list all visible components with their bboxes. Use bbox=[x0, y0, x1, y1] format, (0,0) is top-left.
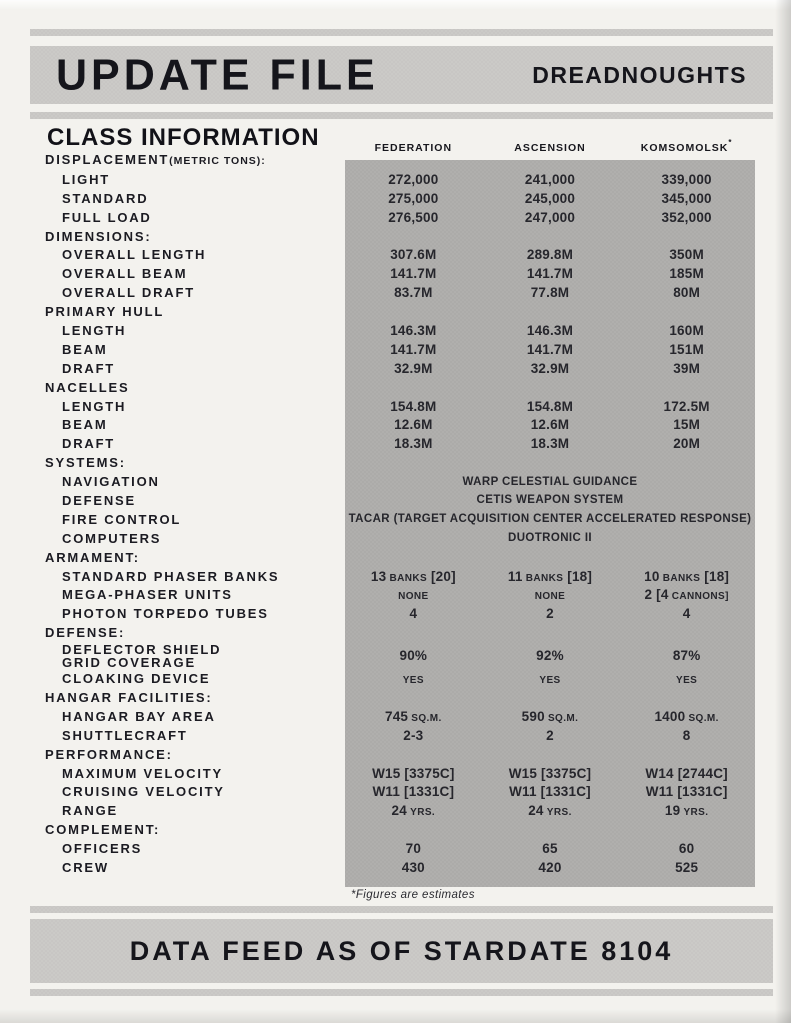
value-cell: 146.3M bbox=[390, 322, 437, 338]
row-label: SHUTTLECRAFT bbox=[62, 727, 188, 743]
value-cell: 241,000 bbox=[524, 171, 576, 187]
value-cell: 20M bbox=[673, 436, 701, 452]
value-cell: 77.8M bbox=[530, 285, 570, 301]
row-values bbox=[345, 709, 755, 724]
footer-divider-bottom bbox=[30, 989, 773, 996]
value-cell: 525 bbox=[675, 860, 699, 875]
value-cell: 18.3M bbox=[530, 436, 570, 452]
value-cell: 1400 SQ.M. bbox=[654, 708, 719, 724]
row-label: STANDARD bbox=[62, 190, 149, 206]
page-title: UPDATE FILE bbox=[56, 50, 379, 99]
row-label: RANGE bbox=[62, 803, 118, 819]
footer-bar bbox=[30, 919, 773, 983]
value-cell: W11 [1331C] bbox=[645, 784, 728, 800]
row-label: BEAM bbox=[62, 341, 108, 357]
value-cell: W14 [2744C] bbox=[645, 765, 728, 781]
spec-row bbox=[45, 669, 755, 688]
row-label: CRUISING VELOCITY bbox=[62, 784, 225, 800]
value-cell: 2 bbox=[546, 727, 554, 743]
row-label: HANGAR BAY AREA bbox=[62, 708, 216, 724]
spec-row bbox=[45, 321, 755, 340]
value-cell: 154.8M bbox=[390, 398, 437, 414]
value-cell: 92% bbox=[536, 648, 564, 664]
value-cell: 590 SQ.M. bbox=[521, 708, 579, 724]
row-label: DEFENSE bbox=[62, 492, 137, 508]
row-label: NAVIGATION bbox=[62, 474, 160, 490]
spec-row bbox=[45, 726, 755, 745]
spec-row bbox=[45, 189, 755, 208]
value-cell: 185M bbox=[669, 266, 704, 282]
spec-rows bbox=[45, 151, 755, 877]
spec-row bbox=[45, 585, 755, 604]
row-label: PERFORMANCE: bbox=[45, 746, 173, 762]
row-values bbox=[345, 342, 755, 357]
value-cell: 10 BANKS [18] bbox=[644, 568, 730, 584]
value-cell: YES bbox=[539, 675, 561, 687]
value-cell: 4 bbox=[682, 606, 691, 622]
value-cell: 60 bbox=[678, 841, 695, 857]
value-cell: 19 YRS. bbox=[664, 803, 709, 819]
row-values bbox=[345, 436, 755, 451]
spec-row bbox=[45, 264, 755, 283]
row-values bbox=[345, 399, 755, 414]
value-cell: 11 BANKS [18] bbox=[507, 568, 593, 584]
value-cell: 352,000 bbox=[661, 209, 712, 225]
value-cell: 83.7M bbox=[394, 285, 433, 301]
spec-row bbox=[45, 529, 755, 548]
row-label: CREW bbox=[62, 860, 109, 875]
row-values bbox=[345, 606, 755, 621]
value-cell: 15M bbox=[673, 417, 701, 433]
value-cell: 172.5M bbox=[663, 398, 710, 414]
column-header-federation: FEDERATION bbox=[374, 142, 453, 154]
row-label: DEFENSE: bbox=[45, 625, 126, 641]
spec-row bbox=[45, 208, 755, 227]
value-cell: 39M bbox=[673, 360, 701, 376]
section-row bbox=[45, 745, 755, 764]
row-values bbox=[345, 323, 755, 338]
spec-row bbox=[45, 359, 755, 378]
value-cell: 24 YRS. bbox=[528, 803, 572, 819]
spec-row bbox=[45, 434, 755, 453]
value-cell: YES bbox=[402, 675, 424, 687]
value-cell: 141.7M bbox=[390, 266, 437, 282]
value-cell: 24 YRS. bbox=[391, 803, 436, 819]
value-cell: W11 [1331C] bbox=[509, 784, 591, 800]
value-cell: 80M bbox=[673, 285, 701, 301]
row-label: NACELLES bbox=[45, 379, 130, 395]
section-row bbox=[45, 378, 755, 397]
column-header-ascension: ASCENSION bbox=[514, 142, 586, 154]
value-cell: 345,000 bbox=[661, 190, 712, 206]
row-label: DISPLACEMENT(METRIC TONS): bbox=[45, 151, 266, 167]
page-subject-title: DREADNOUGHTS bbox=[532, 61, 747, 88]
row-label: LIGHT bbox=[62, 171, 110, 187]
row-values bbox=[345, 728, 755, 743]
section-row bbox=[45, 548, 755, 567]
row-values bbox=[345, 784, 755, 799]
row-label: DRAFT bbox=[62, 360, 116, 376]
spec-row bbox=[45, 783, 755, 802]
row-label: OVERALL BEAM bbox=[62, 266, 188, 282]
row-label: LENGTH bbox=[62, 322, 127, 338]
row-values bbox=[345, 532, 755, 544]
value-cell: 32.9M bbox=[394, 360, 433, 376]
value-cell: 90% bbox=[399, 648, 428, 664]
section-row bbox=[45, 302, 755, 321]
value-cell: 151M bbox=[669, 341, 704, 357]
spec-row bbox=[45, 415, 755, 434]
value-cell: 160M bbox=[669, 322, 704, 338]
row-label: ARMAMENT: bbox=[45, 549, 140, 565]
top-divider bbox=[30, 29, 773, 36]
value-cell: 272,000 bbox=[388, 171, 439, 187]
scan-edge-right bbox=[775, 0, 791, 1023]
row-values bbox=[345, 569, 755, 584]
row-label: OFFICERS bbox=[62, 841, 143, 857]
value-cell: 2-3 bbox=[403, 727, 424, 743]
row-label: HANGAR FACILITIES: bbox=[45, 689, 213, 705]
value-cell: YES bbox=[676, 675, 698, 687]
spec-row bbox=[45, 858, 755, 877]
scan-edge-bottom bbox=[0, 1009, 791, 1023]
value-cell: 307.6M bbox=[390, 247, 437, 263]
spec-row bbox=[45, 567, 755, 586]
value-cell: 154.8M bbox=[526, 398, 574, 414]
value-cell: 276,500 bbox=[388, 209, 439, 225]
value-cell: 13 BANKS [20] bbox=[370, 568, 456, 584]
spec-row bbox=[45, 283, 755, 302]
spec-row bbox=[45, 604, 755, 623]
value-cell: NONE bbox=[398, 591, 429, 603]
row-label: DEFLECTOR SHIELD GRID COVERAGE bbox=[62, 641, 222, 670]
spec-row bbox=[45, 472, 755, 491]
row-values bbox=[345, 648, 755, 663]
spec-row bbox=[45, 340, 755, 359]
value-cell: 32.9M bbox=[530, 360, 570, 376]
row-label: LENGTH bbox=[62, 398, 127, 414]
row-label: OVERALL DRAFT bbox=[62, 285, 195, 301]
row-values bbox=[345, 860, 755, 875]
section-row bbox=[45, 820, 755, 839]
row-label: MEGA-PHASER UNITS bbox=[62, 587, 233, 603]
value-cell: 8 bbox=[682, 727, 691, 743]
footer-text: DATA FEED AS OF STARDATE 8104 bbox=[129, 935, 674, 966]
section-title: CLASS INFORMATION bbox=[47, 124, 320, 151]
value-cell: 4 bbox=[409, 606, 418, 622]
row-values bbox=[345, 841, 755, 856]
row-label: OVERALL LENGTH bbox=[62, 247, 207, 263]
value-cell: 289.8M bbox=[526, 247, 574, 263]
value-cell: 12.6M bbox=[530, 417, 570, 433]
value-cell: 275,000 bbox=[388, 190, 439, 206]
value-cell: 2 [4 CANNONS] bbox=[644, 587, 729, 603]
row-label: COMPLEMENT: bbox=[45, 822, 161, 838]
row-values bbox=[345, 191, 755, 206]
value-cell: 87% bbox=[672, 648, 701, 664]
value-cell: 70 bbox=[405, 841, 422, 857]
row-values bbox=[345, 803, 755, 818]
section-row bbox=[45, 688, 755, 707]
value-cell-span: CETIS WEAPON SYSTEM bbox=[476, 494, 624, 507]
value-cell: 141.7M bbox=[526, 341, 574, 357]
value-cell: 339,000 bbox=[661, 171, 712, 187]
footnote: *Figures are estimates bbox=[351, 889, 475, 901]
scan-edge-top bbox=[0, 0, 791, 10]
value-cell: 2 bbox=[546, 606, 554, 622]
section-row bbox=[45, 227, 755, 246]
row-values bbox=[345, 417, 755, 432]
spec-row bbox=[45, 839, 755, 858]
row-values bbox=[345, 476, 755, 488]
value-cell: 18.3M bbox=[394, 436, 433, 452]
row-label: STANDARD PHASER BANKS bbox=[62, 568, 280, 584]
value-cell: W11 [1331C] bbox=[372, 784, 455, 800]
row-label: PRIMARY HULL bbox=[45, 304, 165, 320]
spec-row bbox=[45, 707, 755, 726]
value-cell: NONE bbox=[534, 591, 566, 603]
value-cell: W15 [3375C] bbox=[508, 765, 592, 781]
value-cell: 430 bbox=[401, 860, 425, 875]
value-cell: W15 [3375C] bbox=[372, 765, 455, 781]
value-cell: 146.3M bbox=[526, 322, 574, 338]
value-cell: 745 SQ.M. bbox=[385, 708, 442, 724]
spec-row bbox=[45, 764, 755, 783]
section-row bbox=[45, 453, 755, 472]
row-values bbox=[345, 361, 755, 376]
row-values bbox=[345, 494, 755, 506]
row-values bbox=[345, 766, 755, 781]
page-header-bar bbox=[30, 46, 773, 104]
row-label-suffix: (METRIC TONS): bbox=[169, 154, 266, 167]
row-values bbox=[345, 172, 755, 187]
value-cell-span: WARP CELESTIAL GUIDANCE bbox=[462, 475, 638, 488]
value-cell: 350M bbox=[669, 247, 704, 263]
value-cell-span: DUOTRONIC II bbox=[507, 532, 593, 545]
row-values bbox=[345, 247, 755, 262]
value-cell-span: TACAR (TARGET ACQUISITION CENTER ACCELERATED RESPONSE) bbox=[348, 513, 752, 526]
footer-divider-top bbox=[30, 906, 773, 913]
row-label: FULL LOAD bbox=[62, 209, 152, 225]
row-label: CLOAKING DEVICE bbox=[62, 671, 211, 687]
value-cell: 420 bbox=[538, 860, 562, 875]
row-label: SYSTEMS: bbox=[45, 455, 126, 471]
row-values bbox=[345, 671, 755, 686]
row-values bbox=[345, 587, 755, 602]
row-label: MAXIMUM VELOCITY bbox=[62, 765, 223, 781]
row-values bbox=[345, 285, 755, 300]
value-cell: 12.6M bbox=[394, 417, 433, 433]
spec-row bbox=[45, 510, 755, 529]
value-cell: 141.7M bbox=[390, 341, 437, 357]
row-label: COMPUTERS bbox=[62, 530, 162, 546]
spec-row bbox=[45, 642, 755, 669]
spec-row bbox=[45, 170, 755, 189]
row-values bbox=[345, 266, 755, 281]
row-label: DIMENSIONS: bbox=[45, 228, 152, 244]
spec-row bbox=[45, 491, 755, 510]
row-values bbox=[345, 210, 755, 225]
value-cell: 245,000 bbox=[524, 190, 576, 206]
value-cell: 247,000 bbox=[524, 209, 576, 225]
spec-row bbox=[45, 397, 755, 416]
value-cell: 141.7M bbox=[526, 266, 574, 282]
row-values bbox=[345, 513, 755, 525]
header-divider bbox=[30, 112, 773, 119]
spec-row bbox=[45, 801, 755, 820]
section-row bbox=[45, 623, 755, 642]
row-label: PHOTON TORPEDO TUBES bbox=[62, 606, 269, 622]
row-label: DRAFT bbox=[62, 436, 116, 452]
value-cell: 65 bbox=[542, 841, 558, 857]
section-row bbox=[45, 151, 755, 170]
spec-row bbox=[45, 245, 755, 264]
row-label: FIRE CONTROL bbox=[62, 511, 182, 527]
column-header-komsomolsk: KOMSOMOLSK* bbox=[640, 138, 733, 154]
row-label: BEAM bbox=[62, 417, 108, 433]
